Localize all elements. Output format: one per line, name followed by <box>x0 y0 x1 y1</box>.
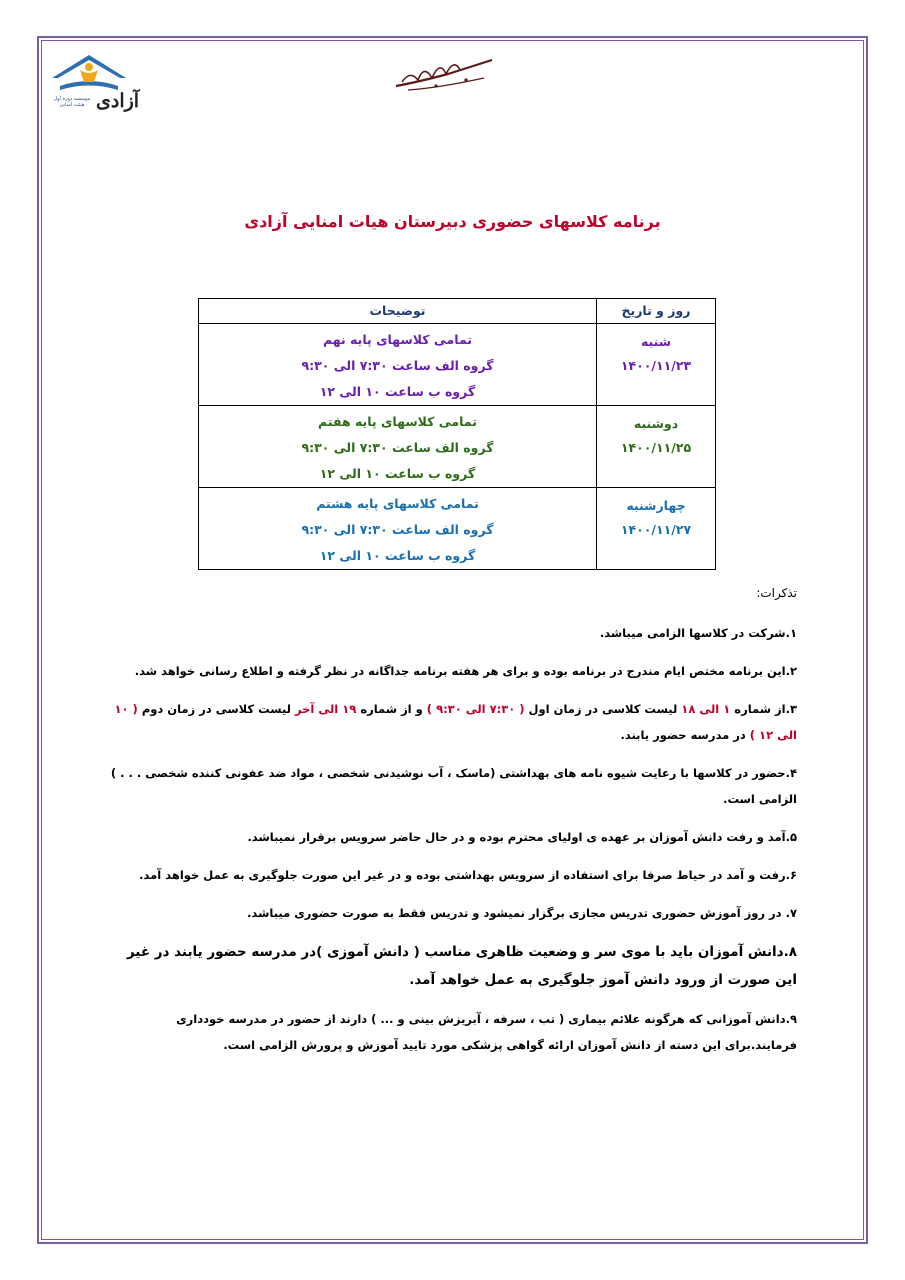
note-3-part: در مدرسه حضور یابند. <box>620 728 750 742</box>
date-label: ۱۴۰۰/۱۱/۲۳ <box>620 358 692 373</box>
group-b-time: گروه ب ساعت ۱۰ الی ۱۲ <box>319 384 476 399</box>
note-3-highlight: ۱۹ الی آخر <box>294 702 357 716</box>
day-label: چهارشنبه <box>626 498 686 513</box>
group-b-time: گروه ب ساعت ۱۰ الی ۱۲ <box>319 548 476 563</box>
note-1: ۱.شرکت در کلاسها الزامی میباشد. <box>599 626 797 640</box>
bismillah-calligraphy <box>388 52 498 94</box>
date-cell <box>597 324 716 406</box>
day-label: دوشنبه <box>633 416 679 431</box>
date-label: ۱۴۰۰/۱۱/۲۵ <box>620 440 692 455</box>
note-3-highlight: ( ۱۰ الی ۱۲ ) <box>114 702 797 742</box>
day-label: شنبه <box>640 334 672 349</box>
group-a-time: گروه الف ساعت ۷:۳۰ الی ۹:۳۰ <box>301 440 494 455</box>
group-a-time: گروه الف ساعت ۷:۳۰ الی ۹:۳۰ <box>301 522 494 537</box>
group-b-time: گروه ب ساعت ۱۰ الی ۱۲ <box>319 466 476 481</box>
group-a-time: گروه الف ساعت ۷:۳۰ الی ۹:۳۰ <box>301 358 494 373</box>
note-3-highlight: ( ۷:۳۰ الی ۹:۳۰ ) <box>426 702 525 716</box>
grade-label: تمامی کلاسهای پایه نهم <box>322 332 473 347</box>
note-5: ۵.آمد و رفت دانش آموزان بر عهده ی اولیای محترم بوده و در حال حاضر سرویس برقرار نمیباشد. <box>247 830 797 844</box>
description-cell <box>199 406 597 488</box>
grade-label: تمامی کلاسهای پایه هفتم <box>318 414 477 429</box>
description-cell <box>199 324 597 406</box>
note-7: ۷. در روز آموزش حضوری تدریس مجازی برگزار نمیشود و تدریس فقط به صورت حضوری میباشد. <box>247 906 797 920</box>
schedule-table <box>198 298 716 570</box>
table-header-row <box>199 299 716 324</box>
logo-subtitle: موسسه دوره اول هیئت امنایی <box>53 96 91 108</box>
logo-name: آزادی <box>96 90 140 112</box>
note-4: ۴.حضور در کلاسها با رعایت شیوه نامه های بهداشتی (ماسک ، آب نوشیدنی شخصی ، مواد ضد عفونی کننده شخصی . . . ) الزامی است. <box>110 766 797 806</box>
header-date: روز و تاریخ <box>597 299 716 324</box>
table-row <box>199 488 716 570</box>
note-3 <box>110 696 797 748</box>
table-row <box>199 406 716 488</box>
note-3-part: ۳.از شماره <box>730 702 797 716</box>
description-cell <box>199 488 597 570</box>
page-title: برنامه کلاسهای حضوری دبیرستان هیات امنایی آزادی <box>244 212 661 231</box>
notes-heading: تذکرات: <box>756 586 797 600</box>
note-8: ۸.دانش آموزان باید با موی سر و وضعیت ظاهری مناسب ( دانش آموزی )در مدرسه حضور یابند در غیر این صورت از ورود دانش آموز جلوگیری به عمل خواهد آمد. <box>126 944 797 988</box>
note-6: ۶.رفت و آمد در حیاط صرفا برای استفاده از سرویس بهداشتی بوده و در غیر این صورت جلوگیری به عمل خواهد آمد. <box>139 868 797 882</box>
grade-label: تمامی کلاسهای پایه هشتم <box>316 496 479 511</box>
note-3-part: لیست کلاسی در زمان دوم <box>137 702 295 716</box>
header-description: توضیحات <box>199 299 597 324</box>
note-3-highlight: ۱ الی ۱۸ <box>681 702 731 716</box>
notes-section <box>110 586 797 1070</box>
note-3-part: لیست کلاسی در زمان اول <box>524 702 682 716</box>
date-cell <box>597 488 716 570</box>
date-cell <box>597 406 716 488</box>
note-9: ۹.دانش آموزانی که هرگونه علائم بیماری ( تب ، سرفه ، آبریزش بینی و ... ) دارند از حضور در مدرسه خودداری فرمایند.برای این دسته از دانش آموزان ارائه گواهی پزشکی مورد تایید آموزش و پرورش الزامی است. <box>176 1012 797 1052</box>
note-2: ۲.این برنامه مختص ایام مندرج در برنامه بوده و برای هر هفته برنامه جداگانه در نظر گرفته و اطلاع رسانی خواهد شد. <box>134 664 797 678</box>
table-row <box>199 324 716 406</box>
date-label: ۱۴۰۰/۱۱/۲۷ <box>620 522 692 537</box>
note-3-part: و از شماره <box>356 702 427 716</box>
